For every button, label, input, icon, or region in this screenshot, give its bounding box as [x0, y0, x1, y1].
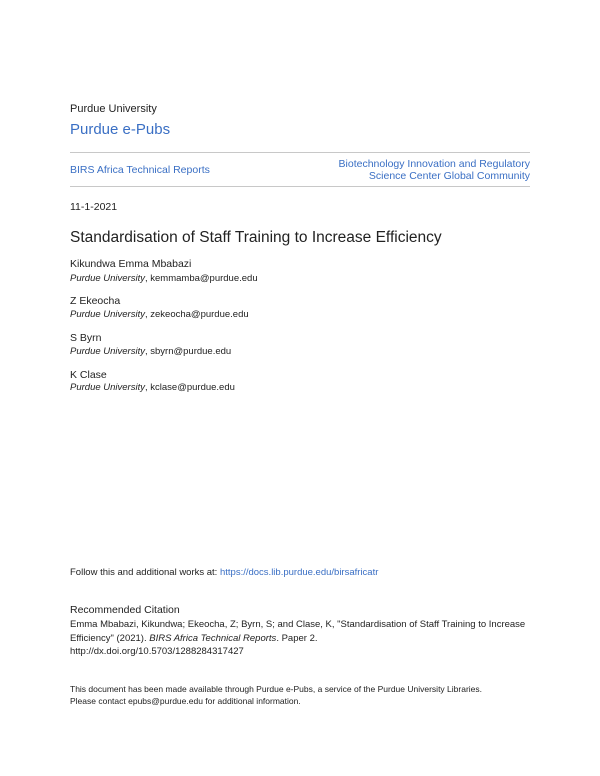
notice-line-2: Please contact epubs@purdue.edu for additional information.: [70, 696, 301, 706]
citation-text: [70, 618, 535, 659]
community-link[interactable]: [270, 158, 530, 182]
institution-name: Purdue University: [70, 103, 157, 115]
citation-heading: Recommended Citation: [70, 604, 180, 616]
affiliation-text: Purdue University: [70, 346, 145, 357]
follow-line: [70, 567, 378, 578]
paper-title: Standardisation of Staff Training to Increase Efficiency: [70, 229, 442, 246]
top-divider: [70, 152, 530, 153]
author-affiliation: [70, 309, 249, 320]
citation-part1: Emma Mbabazi, Kikundwa; Ekeocha, Z; Byrn, S; and Clase, K, "Standardisation of Staff Training to Increase Efficiency" (2021).: [70, 619, 526, 644]
affiliation-text: Purdue University: [70, 382, 145, 393]
notice-line-1: This document has been made available through Purdue e-Pubs, a service of the Purdue University Libraries.: [70, 684, 483, 694]
follow-text: Follow this and additional works at:: [70, 567, 220, 578]
repository-link[interactable]: Purdue e-Pubs: [70, 121, 171, 138]
author-email[interactable]: , zekeocha@purdue.edu: [144, 309, 249, 320]
citation-part2: . Paper 2.: [276, 632, 318, 644]
author-email[interactable]: , kclase@purdue.edu: [144, 382, 235, 393]
author-affiliation: [70, 346, 231, 357]
author-name: Z Ekeocha: [70, 295, 121, 307]
author-name: Kikundwa Emma Mbabazi: [70, 258, 192, 270]
author-affiliation: [70, 273, 258, 284]
bottom-divider: [70, 186, 530, 187]
citation-doi[interactable]: http://dx.doi.org/10.5703/1288284317427: [70, 646, 244, 657]
author-name: S Byrn: [70, 332, 102, 344]
affiliation-text: Purdue University: [70, 273, 145, 284]
community-line-2: Science Center Global Community: [368, 170, 530, 182]
citation-journal: BIRS Africa Technical Reports: [149, 632, 277, 644]
repository-notice: [70, 683, 540, 707]
follow-link[interactable]: https://docs.lib.purdue.edu/birsafricatr: [219, 567, 379, 578]
series-link[interactable]: BIRS Africa Technical Reports: [70, 164, 210, 176]
author-name: K Clase: [70, 369, 107, 381]
publication-date: 11-1-2021: [70, 201, 118, 213]
author-affiliation: [70, 382, 235, 393]
affiliation-text: Purdue University: [70, 309, 145, 320]
author-email[interactable]: , kemmamba@purdue.edu: [144, 273, 258, 284]
community-line-1: Biotechnology Innovation and Regulatory: [338, 158, 530, 170]
author-email[interactable]: , sbyrn@purdue.edu: [144, 346, 232, 357]
